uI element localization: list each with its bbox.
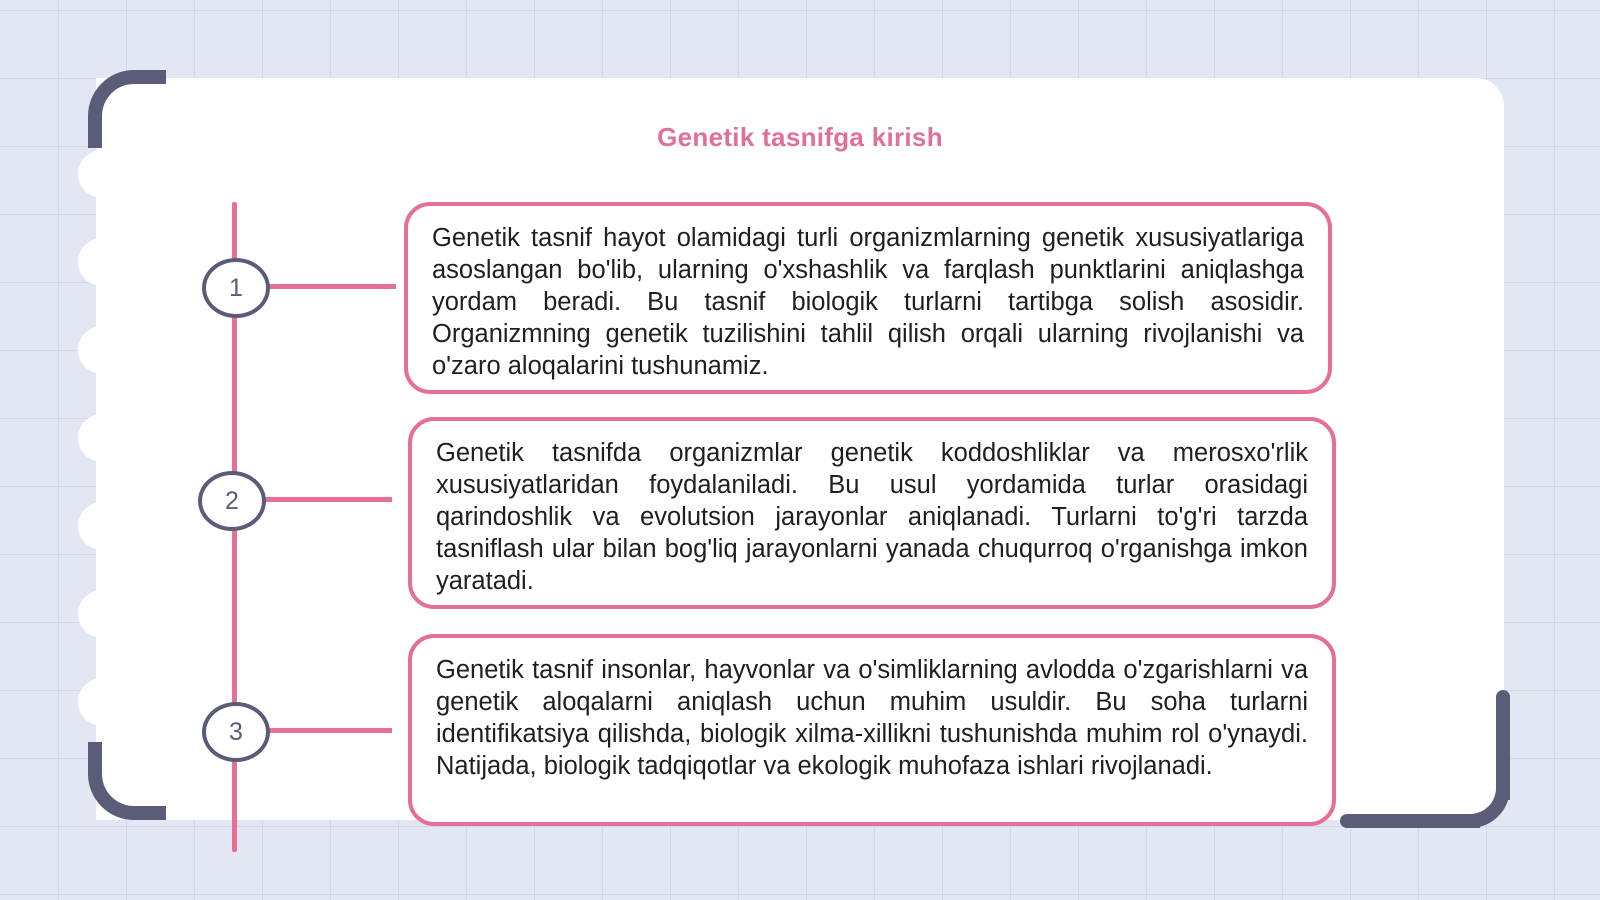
paper-scallop	[78, 150, 126, 198]
paper-scallop	[78, 678, 126, 726]
timeline-connector	[262, 497, 392, 502]
corner-bracket-bottom-right	[1340, 814, 1480, 828]
text-box-content: Genetik tasnifda organizmlar genetik koddoshliklar va merosxo'rlik xususiyatlaridan foydalaniladi. Bu usul yordamida turlar orasidagi qarindoshlik va evolutsion jarayonlar aniqlanadi. Turlarni to'g'ri tarzda tasniflash ular bilan bog'liq jarayonlarni yanada chuqurroq o'rganishga imkon yaratadi.	[436, 439, 1308, 595]
text-box	[408, 634, 1336, 826]
timeline-node	[202, 258, 270, 318]
timeline-node	[202, 702, 270, 762]
paper-scallop	[78, 414, 126, 462]
paper-scallop	[78, 238, 126, 286]
paper-scallop	[78, 502, 126, 550]
timeline-connector	[266, 728, 392, 733]
timeline-node	[198, 471, 266, 531]
slide-title: Genetik tasnifga kirish	[657, 122, 943, 152]
node-number: 3	[229, 717, 243, 746]
paper-scallop	[78, 590, 126, 638]
text-box-content: Genetik tasnif insonlar, hayvonlar va o'simliklarning avlodda o'zgarishlarni va genetik aloqalarni aniqlash uchun muhim usuldir. Bu soha turlarni identifikatsiya qilishda, biologik xilma-xillikni tushunishda muhim rol o'ynaydi. Natijada, biologik tadqiqotlar va ekologik muhofaza ishlari rivojlanadi.	[436, 656, 1308, 780]
paper-scallop	[78, 326, 126, 374]
node-number: 2	[225, 486, 239, 515]
node-number: 1	[229, 273, 243, 302]
text-box	[408, 417, 1336, 609]
text-box	[404, 202, 1332, 394]
timeline-connector	[266, 284, 396, 289]
text-box-content: Genetik tasnif hayot olamidagi turli organizmlarning genetik xususiyatlariga asoslangan bo'lib, ularning o'xshashlik va farqlash punktlarini aniqlashga yordam beradi. Bu tasnif biologik turlarni tartibga solish asosidir. Organizmning genetik tuzilishini tahlil qilish orqali ularning rivojlanishi va o'zaro aloqalarini tushunamiz.	[432, 224, 1304, 380]
